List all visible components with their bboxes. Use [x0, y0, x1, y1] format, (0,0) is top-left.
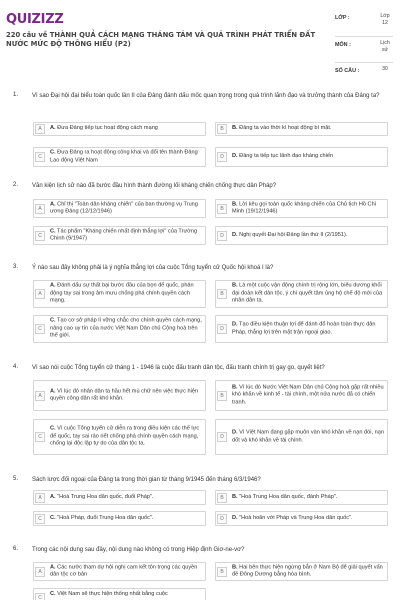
answer-option[interactable] — [33, 280, 206, 308]
option-text: Lời kêu gọi toàn quốc kháng chiến của Chủ tịch Hồ Chí Minh (19/12/1946) — [232, 200, 377, 215]
answer-option[interactable] — [215, 226, 388, 245]
answer-option[interactable] — [33, 419, 206, 455]
answer-option[interactable] — [33, 490, 206, 505]
option-label: A. — [50, 200, 56, 207]
answer-option[interactable] — [33, 199, 206, 218]
option-label: C. — [50, 227, 56, 234]
option-letter-box: D — [217, 231, 227, 241]
option-text: Vì Việt Nam đang gặp muôn vàn khó khăn về nạn đói, nạn dốt và khó khăn về tài chính. — [232, 429, 384, 443]
option-letter-box: A — [35, 289, 45, 299]
meta-row-subject — [335, 37, 393, 63]
option-label: C. — [50, 514, 56, 521]
meta-value: Lịch sử — [380, 40, 390, 53]
answer-option[interactable] — [33, 588, 206, 600]
option-text: Vì lúc đó nhân dân ta hầu hết mù chữ nên việc thực hiện quyền công dân rất khó khăn. — [50, 387, 199, 402]
answer-option[interactable] — [215, 490, 388, 505]
option-letter-box: A — [35, 204, 45, 214]
option-text: Đưa Đảng ra hoạt động công khai và đổi tên thành Đảng Lao động Việt Nam — [50, 149, 198, 163]
question-text: Ý nào sau đây không phải là ý nghĩa thắng lợi của cuộc Tổng tuyển cử Quốc hội khoá I là? — [32, 265, 274, 271]
option-letter-box: B — [217, 567, 227, 577]
option-text: Vì lúc đó Nước Việt Nam Dân chủ Cộng hoà gặp rất nhiều khó khăn về kinh tế - tài chính, một nửa nước đã có chiến tranh. — [232, 384, 384, 406]
option-text: Đưa Đảng tiếp tục hoạt động cách mạng — [57, 125, 158, 132]
answer-option[interactable] — [215, 147, 388, 167]
answer-option[interactable] — [215, 122, 388, 136]
answer-option[interactable] — [33, 315, 206, 343]
option-label: C. — [50, 591, 56, 597]
question-number: 1. — [13, 92, 19, 98]
option-letter-box: C — [35, 231, 45, 241]
option-label: A. — [50, 282, 56, 289]
question-text: Vì sao nói cuộc Tổng tuyển cử tháng 1 - 1946 là cuộc đấu tranh dân tộc, đấu tranh chính trị gay go, quyết liệt? — [32, 365, 325, 371]
option-label: D. — [232, 429, 238, 436]
option-label: A. — [50, 563, 56, 570]
answer-option[interactable] — [33, 147, 206, 167]
question-text: Sách lược đối ngoại của Đảng ta trong thời gian từ tháng 9/1945 đến tháng 6/3/1946? — [32, 477, 261, 483]
answer-option[interactable] — [215, 315, 388, 343]
option-letter-box: D — [217, 514, 227, 524]
question-number: 3. — [13, 264, 19, 270]
option-label: A. — [50, 125, 56, 132]
option-letter-box: C — [35, 432, 45, 442]
option-letter-box: C — [35, 514, 45, 524]
answer-option[interactable] — [215, 280, 388, 308]
answer-option[interactable] — [215, 380, 388, 411]
meta-row-question-count — [335, 63, 393, 78]
option-label: C. — [50, 425, 56, 432]
option-label: A. — [50, 493, 56, 500]
option-letter-box: B — [217, 493, 227, 503]
option-label: B. — [232, 493, 238, 500]
option-text: Vì cuộc Tổng tuyển cử diễn ra trong điều kiện các thế lực đế quốc, tay sai ráo riết chống phá chính quyền cách mạng, chống lại độc lập tự do của dân tộc ta. — [50, 425, 200, 447]
option-text: Đảng ta tiếp tục lãnh đạo kháng chiến — [239, 153, 334, 160]
option-letter-box: D — [217, 152, 227, 162]
question-number: 4. — [13, 364, 19, 370]
option-label: B. — [232, 384, 238, 391]
option-text: Tạo cơ sở pháp lí vững chắc cho chính quyền cách mạng, nâng cao uy tín của nước Việt Nam Dân chủ Cộng hoà trên thế giới. — [50, 317, 202, 339]
option-letter-box: D — [217, 432, 227, 442]
question-number: 6. — [13, 546, 19, 552]
option-letter-box: B — [217, 289, 227, 299]
question-text: Vì sao Đại hội đại biểu toàn quốc lần II của Đảng đánh dấu mốc quan trọng trong quá trình lãnh đạo và trưởng thành của Đảng ta? — [32, 93, 380, 99]
option-label: D. — [232, 153, 238, 160]
option-text: Tạo điều kiện thuận lợi để đánh đổ hoàn toàn thực dân Pháp, thắng lợi trên mặt trận ngoại giao. — [232, 321, 376, 335]
option-label: C. — [50, 149, 56, 156]
answer-option[interactable] — [33, 226, 206, 245]
option-letter-box: A — [35, 124, 45, 134]
option-text: Nghị quyết Đại hội Đảng lần thứ II (2/1951). — [239, 231, 348, 238]
answer-option[interactable] — [215, 511, 388, 526]
option-text: "Hoà hoãn với Pháp và Trung Hoa dân quốc". — [239, 514, 353, 521]
option-text: Hai bên thực hiện ngừng bắn ở Nam Bộ để giải quyết vấn đề Đông Dương bằng hòa bình. — [232, 563, 383, 578]
option-label: B. — [232, 200, 238, 207]
answer-option[interactable] — [215, 562, 388, 581]
meta-label: SỐ CÂU : — [335, 68, 360, 74]
option-label: B. — [232, 563, 238, 570]
answer-option[interactable] — [33, 122, 206, 136]
meta-row-grade — [335, 10, 393, 37]
option-letter-box: C — [35, 152, 45, 162]
option-text: Các nước tham dự hội nghị cam kết tôn trọng các quyền dân tộc cơ bản — [50, 563, 198, 578]
question-text: Trong các nội dung sau đây, nội dung nào không có trong Hiệp định Giơ-ne-vơ? — [32, 547, 245, 553]
option-text: "Hoà Trung Hoa dân quốc, đánh Pháp". — [239, 493, 338, 500]
page-title: 220 câu về THÀNH QUẢ CÁCH MẠNG THÁNG TÁM VÀ QUÁ TRÌNH PHÁT TRIỂN ĐẤT NƯỚC MỨC ĐỘ THÔNG HIỂU (P2) — [6, 31, 316, 48]
option-label: B. — [232, 282, 238, 289]
option-label: A. — [50, 387, 56, 394]
option-letter-box: D — [217, 324, 227, 334]
option-label: D. — [232, 514, 238, 521]
option-letter-box: C — [35, 324, 45, 334]
question-number: 5. — [13, 476, 19, 482]
option-label: B. — [232, 125, 238, 132]
option-label: C. — [50, 317, 56, 324]
option-letter-box: A — [35, 391, 45, 401]
question-number: 2. — [13, 182, 19, 188]
quizizz-logo: QUIZIZZ — [6, 12, 64, 27]
option-text: Chỉ thị "Toàn dân kháng chiến" của ban thường vụ Trung ương Đảng (12/12/1946) — [50, 200, 198, 215]
option-text: "Hoà Trung Hoa dân quốc, đuổi Pháp". — [57, 493, 154, 500]
option-text: Việt Nam sẽ thực hiện thống nhất bằng cuộc — [57, 591, 168, 597]
answer-option[interactable] — [33, 380, 206, 411]
option-text: Là một cuộc vận động chính trị rộng lớn, biểu dương khối đại đoàn kết dân tộc, ý chí quyết tâm ủng hộ chế độ mới của nhân dân ta. — [232, 282, 383, 304]
answer-option[interactable] — [33, 562, 206, 581]
option-letter-box: B — [217, 124, 227, 134]
question-text: Văn kiện lịch sử nào đã bước đầu hình thành đường lối kháng chiến chống thực dân Pháp? — [32, 183, 277, 189]
option-text: Đánh dấu sự thất bại bước đầu của bọn đế quốc, phản động tay sai trong âm mưu chống phá chính quyền cách mạng. — [50, 282, 194, 304]
answer-option[interactable] — [33, 511, 206, 526]
option-text: Tác phẩm "Kháng chiến nhất định thắng lợi" của Trường Chinh (9/1947) — [50, 227, 198, 242]
option-label: D. — [232, 321, 238, 328]
option-letter-box: A — [35, 567, 45, 577]
meta-value: Lớp 12 — [380, 13, 390, 26]
option-label: D. — [232, 231, 238, 238]
meta-label: LỚP : — [335, 15, 350, 21]
option-letter-box: B — [217, 391, 227, 401]
option-letter-box: C — [35, 593, 45, 600]
option-text: Đảng ta vào thời kì hoạt động bí mật. — [239, 125, 332, 132]
worksheet-meta — [335, 10, 393, 78]
answer-option[interactable] — [215, 419, 388, 455]
option-letter-box: A — [35, 493, 45, 503]
option-text: "Hoà Pháp, đuổi Trung Hoa dân quốc". — [57, 514, 154, 521]
answer-option[interactable] — [215, 199, 388, 218]
meta-label: MÔN : — [335, 42, 351, 48]
option-letter-box: B — [217, 204, 227, 214]
meta-value: 30 — [382, 66, 388, 72]
